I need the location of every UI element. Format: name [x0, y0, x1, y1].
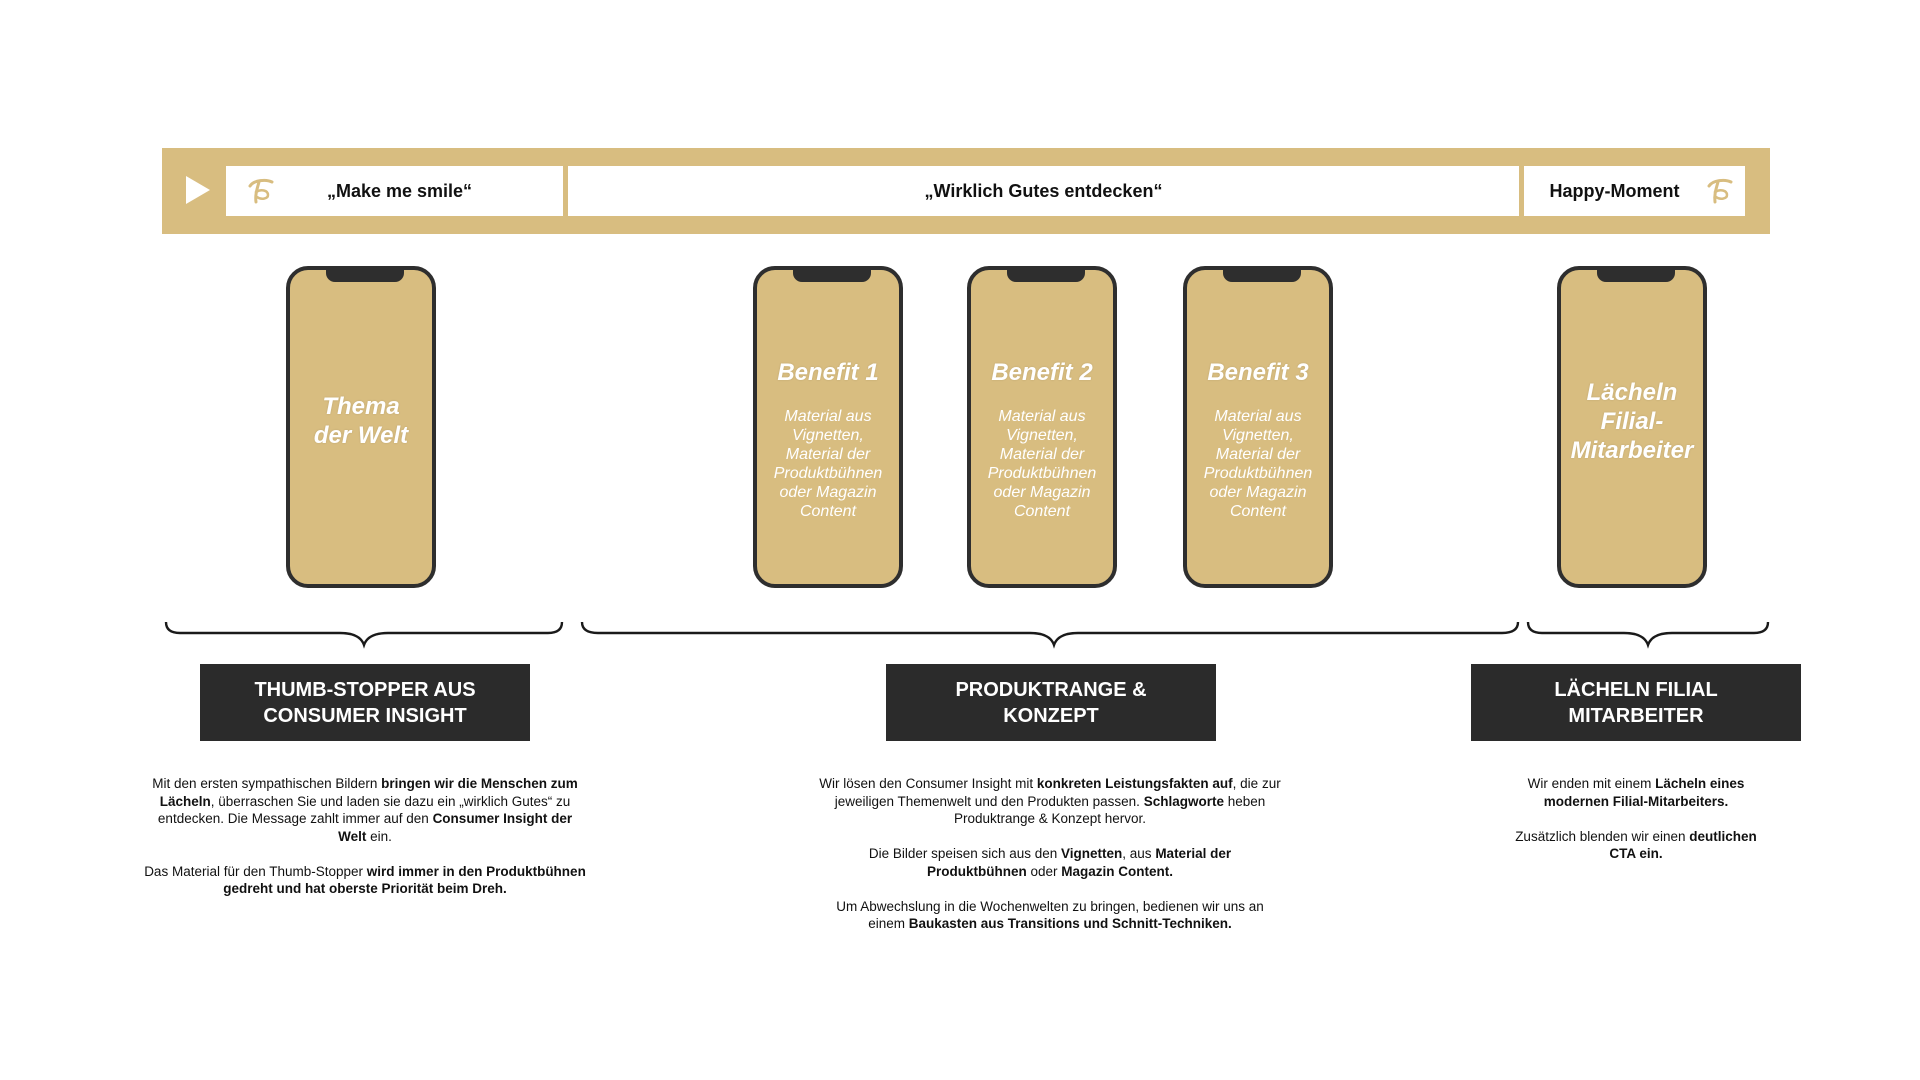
paragraph: Mit den ersten sympathischen Bildern bringen wir die Menschen zum Lächeln, überraschen Sie und laden sie dazu ein „wirklich Gutes“ zu entdecken. Die Message zahlt immer auf den Consumer Insight der Welt ein.	[152, 776, 578, 844]
paragraph: Um Abwechslung in die Wochenwelten zu bringen, bedienen wir uns an einem Baukasten aus Transitions und Schnitt-Techniken.	[836, 898, 1264, 931]
description-left	[120, 775, 610, 915]
phone-title: Benefit 1	[777, 359, 879, 386]
phone-title: Benefit 3	[1207, 359, 1309, 386]
segment-label: „Make me smile“	[326, 180, 473, 201]
paragraph: Wir enden mit einem Lächeln eines modernen Filial-Mitarbeiters.	[1527, 776, 1745, 809]
phone-description: Material aus Vignetten, Material der Produktbühnen oder Magazin Content	[1203, 408, 1313, 520]
phone-title: Benefit 2	[991, 359, 1093, 386]
paragraph: Die Bilder speisen sich aus den Vignetten, aus Material der Produktbühnen oder Magazin Content.	[868, 846, 1232, 879]
paragraph: Das Material für den Thumb-Stopper wird immer in den Produktbühnen gedreht und hat oberste Priorität beim Dreh.	[144, 863, 586, 896]
brace-right	[1528, 622, 1768, 645]
label-produktrange-konzept: PRODUKTRANGE & KONZEPT	[886, 664, 1216, 741]
description-right	[1476, 775, 1796, 880]
description-middle	[790, 775, 1310, 950]
phone-description: Material aus Vignetten, Material der Produktbühnen oder Magazin Content	[987, 408, 1097, 520]
paragraph: Zusätzlich blenden wir einen deutlichen CTA ein.	[1515, 828, 1757, 861]
phone-title: Lächeln Filial- Mitarbeiter	[1570, 378, 1694, 464]
brace-middle	[582, 622, 1518, 645]
label-laecheln-filial-mitarbeiter: LÄCHELN FILIAL MITARBEITER	[1471, 664, 1801, 741]
brace-left	[166, 622, 562, 645]
segment-label: Happy-Moment	[1549, 180, 1680, 201]
paragraph: Wir lösen den Consumer Insight mit konkreten Leistungsfakten auf, die zur jeweiligen Themenwelt und den Produkten passen. Schlagworte heben Produktrange & Konzept hervor.	[819, 776, 1281, 826]
label-thumb-stopper: THUMB-STOPPER AUS CONSUMER INSIGHT	[200, 664, 530, 741]
phone-title: Thema der Welt	[313, 393, 409, 449]
phone-description: Material aus Vignetten, Material der Produktbühnen oder Magazin Content	[773, 408, 883, 520]
segment-label: „Wirklich Gutes entdecken“	[924, 180, 1163, 201]
